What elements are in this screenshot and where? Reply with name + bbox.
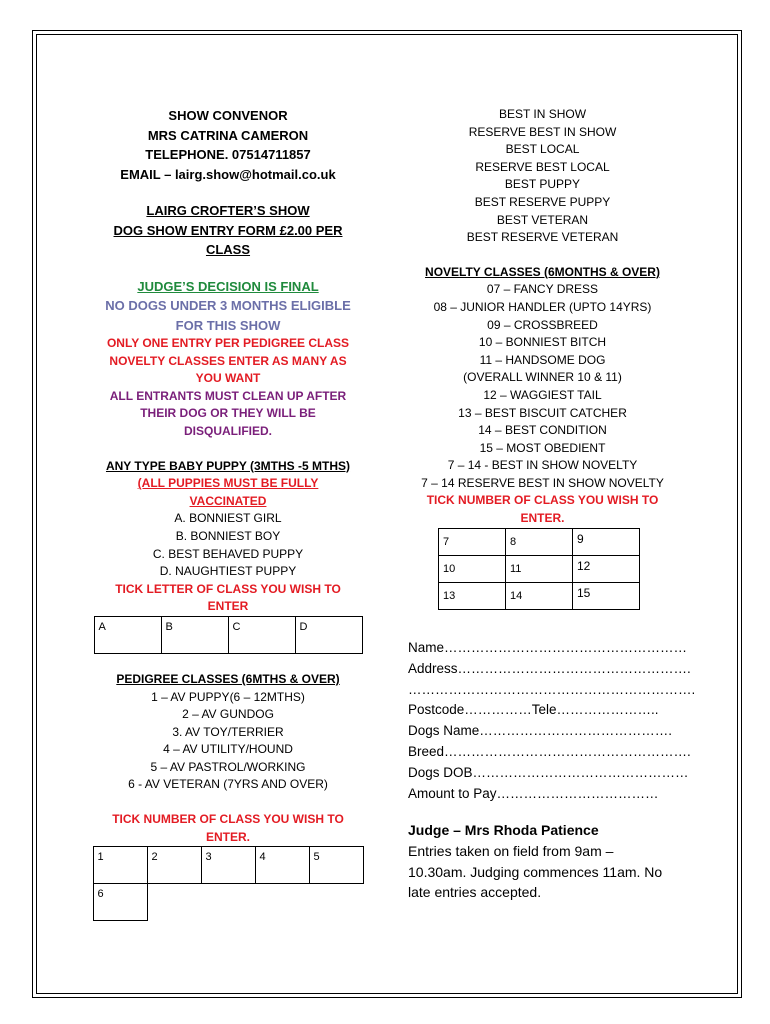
dogs-name-field[interactable]: Dogs Name…………………………………….	[408, 723, 673, 739]
no-dogs-line1: NO DOGS UNDER 3 MONTHS ELIGIBLE	[105, 298, 351, 313]
address-line2-field[interactable]: ……………………………………………………….	[408, 681, 696, 697]
award-item: BEST LOCAL	[505, 142, 580, 157]
award-item: BEST PUPPY	[504, 177, 581, 192]
tick-box-15[interactable]: 15	[573, 582, 640, 609]
right-column	[405, 106, 680, 610]
judge-name: Judge – Mrs Rhoda Patience	[408, 822, 599, 838]
cleanup-line3: DISQUALIFIED.	[183, 423, 272, 438]
vaccinated-line1: (ALL PUPPIES MUST BE FULLY	[137, 476, 319, 491]
novelty-class: 7 – 14 RESERVE BEST IN SHOW NOVELTY	[421, 475, 664, 490]
award-item: BEST IN SHOW	[498, 107, 587, 121]
novelty-list	[405, 281, 680, 492]
dogs-dob-field[interactable]: Dogs DOB…………………………………………	[408, 764, 689, 780]
tick-box-11[interactable]: 11	[506, 555, 573, 582]
tick-box-4[interactable]: 4	[255, 847, 309, 884]
tick-box-c[interactable]: C	[228, 616, 295, 653]
tick-box-3[interactable]: 3	[201, 847, 255, 884]
baby-class-d: D. NAUGHTIEST PUPPY	[159, 564, 297, 579]
award-item: BEST RESERVE VETERAN	[466, 230, 619, 245]
novelty-class: 7 – 14 - BEST IN SHOW NOVELTY	[447, 458, 638, 473]
baby-class-a: A. BONNIEST GIRL	[174, 511, 282, 526]
pedigree-tick-line1: TICK NUMBER OF CLASS YOU WISH TO	[112, 812, 344, 827]
novelty-class: 12 – WAGGIEST TAIL	[483, 387, 602, 402]
tick-box-1[interactable]: 1	[93, 847, 147, 884]
baby-class-b: B. BONNIEST BOY	[175, 528, 281, 543]
convenor-block	[88, 106, 368, 184]
no-dogs-line2: FOR THIS SHOW	[175, 317, 281, 333]
left-column	[88, 106, 368, 921]
novelty-class: 10 – BONNIEST BITCH	[478, 335, 607, 350]
novelty-class: 15 – MOST OBEDIENT	[479, 440, 606, 455]
baby-puppy-heading: ANY TYPE BABY PUPPY (3MTHS -5 MTHS)	[105, 458, 351, 473]
awards-list	[405, 106, 680, 247]
address-field[interactable]: Address…………………………………………….	[408, 660, 691, 676]
entry-form-line2: CLASS	[205, 242, 251, 257]
amount-field[interactable]: Amount to Pay………………………………	[408, 785, 659, 801]
novelty-tick-line2: ENTER.	[520, 511, 565, 526]
pedigree-class-4: 4 – AV UTILITY/HOUND	[163, 742, 293, 757]
novelty-class: 13 – BEST BISCUIT CATCHER	[458, 405, 627, 420]
baby-puppy-tick-table	[94, 616, 363, 654]
judge-info	[408, 820, 668, 903]
tick-box-5[interactable]: 5	[309, 847, 363, 884]
pedigree-class-6: 6 - AV VETERAN (7YRS AND OVER)	[128, 777, 328, 792]
tick-box-d[interactable]: D	[295, 616, 362, 653]
one-entry-line1: ONLY ONE ENTRY PER PEDIGREE CLASS	[106, 336, 350, 350]
novelty-tick-table	[438, 528, 640, 610]
show-title: LAIRG CROFTER’S SHOW	[146, 203, 310, 218]
rules-block	[88, 277, 368, 336]
one-entry-line2: NOVELTY CLASSES ENTER AS MANY AS	[109, 353, 347, 368]
baby-class-c: C. BEST BEHAVED PUPPY	[152, 546, 304, 561]
entry-form-line1: DOG SHOW ENTRY FORM £2.00 PER	[113, 222, 343, 238]
pedigree-heading: PEDIGREE CLASSES (6MTHS & OVER)	[116, 671, 340, 686]
tick-box-10[interactable]: 10	[439, 555, 506, 582]
name-field[interactable]: Name………………………………………………	[408, 640, 688, 655]
award-item: BEST VETERAN	[496, 212, 589, 227]
novelty-class: 07 – FANCY DRESS	[486, 282, 599, 297]
convenor-email: EMAIL – lairg.show@hotmail.co.uk	[120, 166, 336, 182]
novelty-tick-line1: TICK NUMBER OF CLASS YOU WISH TO	[426, 493, 659, 508]
cleanup-line2: THEIR DOG OR THEY WILL BE	[140, 406, 316, 421]
pedigree-class-1: 1 – AV PUPPY(6 – 12MTHS)	[151, 689, 305, 704]
tick-box-9[interactable]: 9	[573, 528, 640, 555]
award-item: RESERVE BEST IN SHOW	[468, 124, 617, 139]
baby-tick-line1: TICK LETTER OF CLASS YOU WISH TO	[115, 581, 341, 596]
convenor-phone: TELEPHONE. 07514711857	[145, 147, 311, 162]
tick-box-14[interactable]: 14	[506, 582, 573, 609]
tick-box-6[interactable]: 6	[93, 884, 147, 921]
pedigree-tick-line2: ENTER.	[205, 829, 250, 844]
convenor-name: MRS CATRINA CAMERON	[147, 127, 309, 143]
tick-box-b[interactable]: B	[161, 616, 228, 653]
novelty-class: 14 – BEST CONDITION	[478, 423, 607, 438]
pedigree-class-2: 2 – AV GUNDOG	[182, 707, 274, 722]
one-entry-line3: YOU WANT	[195, 371, 261, 386]
pedigree-class-3: 3. AV TOY/TERRIER	[172, 724, 284, 739]
award-item: RESERVE BEST LOCAL	[475, 159, 610, 174]
cleanup-rule	[88, 388, 368, 441]
breed-field[interactable]: Breed……………………………………………….	[408, 743, 691, 759]
judge-entries-info: Entries taken on field from 9am – 10.30am. Judging commences 11am. No late entries accepted.	[408, 842, 663, 901]
novelty-class: (OVERALL WINNER 10 & 11)	[463, 370, 622, 385]
novelty-heading: NOVELTY CLASSES (6MONTHS & OVER)	[425, 264, 660, 279]
cleanup-line1: ALL ENTRANTS MUST CLEAN UP AFTER	[109, 388, 347, 403]
convenor-title: SHOW CONVENOR	[168, 108, 288, 123]
tick-box-7[interactable]: 7	[439, 528, 506, 555]
postcode-tele-field[interactable]: Postcode……………Tele…………………..	[408, 702, 659, 718]
tick-box-2[interactable]: 2	[147, 847, 201, 884]
tick-box-13[interactable]: 13	[439, 582, 506, 609]
novelty-class: 11 – HANDSOME DOG	[479, 352, 606, 367]
pedigree-class-5: 5 – AV PASTROL/WORKING	[150, 759, 306, 774]
novelty-class: 08 – JUNIOR HANDLER (UPTO 14YRS)	[433, 299, 652, 314]
entry-rule	[88, 335, 368, 388]
vaccinated-line2: VACCINATED	[189, 493, 267, 508]
pedigree-tick-table	[93, 846, 364, 921]
show-header	[88, 201, 368, 260]
tick-box-12[interactable]: 12	[573, 555, 640, 582]
tick-box-a[interactable]: A	[94, 616, 161, 653]
judge-decision: JUDGE’S DECISION IS FINAL	[137, 278, 319, 294]
entry-details-form	[408, 638, 696, 804]
novelty-class: 09 – CROSSBREED	[487, 317, 598, 332]
award-item: BEST RESERVE PUPPY	[474, 194, 611, 209]
baby-tick-line2: ENTER	[207, 599, 249, 614]
tick-box-8[interactable]: 8	[506, 528, 573, 555]
